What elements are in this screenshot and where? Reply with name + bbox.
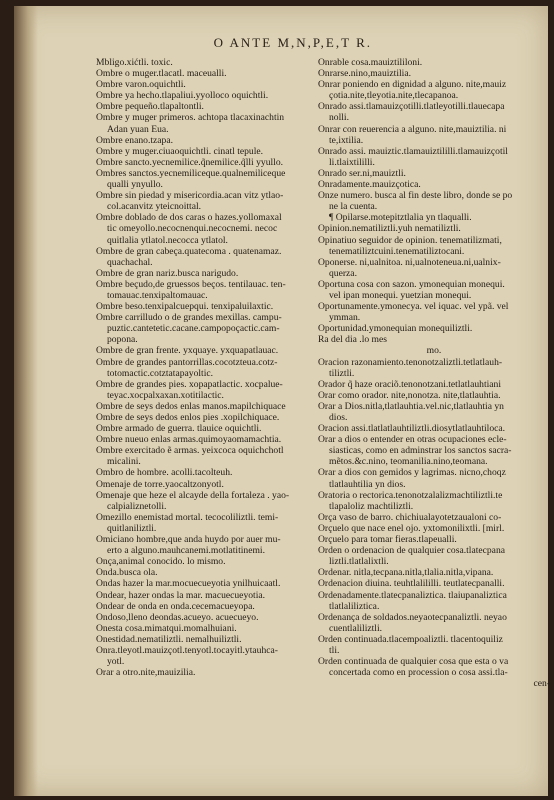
dictionary-line: Oracion razonamiento.tenonotzaliztli.tetlatlauh- <box>318 356 503 368</box>
dictionary-line: Ombre de gran nariz.busca narigudo. <box>96 267 239 279</box>
dictionary-line: Ombre de grandes pies. xopapatlactic. xocpalue- <box>96 378 283 390</box>
dictionary-line: cuentlaliliztli. <box>329 622 383 634</box>
running-head: O ANTE M,N,P,E,T R. <box>213 35 372 50</box>
dictionary-line: quachachal. <box>107 256 153 268</box>
dictionary-line: Ombre beso.tenxipalcuepqui. tenxipaluilaxtic. <box>96 301 274 313</box>
dictionary-line: Ombre pequeño.tlapaltontli. <box>96 101 204 113</box>
dictionary-line: Omezillo enemistad mortal. tecocoliliztli. temi- <box>96 511 279 523</box>
dictionary-line: Orar a otro.nite,mauizilia. <box>96 667 196 679</box>
dictionary-line: Ra del dia .lo mes <box>318 334 388 346</box>
dictionary-line: tlapaloliz machtiliztli. <box>329 500 414 512</box>
dictionary-line: Oracion assi.tlatlatlauhtiliztli.diosytlatlauhtiloca. <box>318 423 506 435</box>
dictionary-line: puztic.cantetetic.cacane.campopoçactic.cam- <box>107 323 280 335</box>
dictionary-line: Ombre beçudo,de gruessos beços. tentilauac. ten- <box>96 278 286 290</box>
dictionary-line: Onrado assi. mauiztic.tlamauiztililli.tlamauizçotil <box>318 145 508 157</box>
dictionary-line: Onda.busca ola. <box>96 567 158 579</box>
dictionary-line: Orar a Dios.nitla,tlatlauhtia.vel.nic,tlatlauhtia yn <box>318 400 504 412</box>
dictionary-line: cen- <box>533 678 550 690</box>
dictionary-line: tlatlauhtilia yn dios. <box>329 478 406 490</box>
dictionary-line: ¶ Opilarse.motepitztlalia yn tlaqualli. <box>329 212 472 224</box>
dictionary-line: Ombre de seys dedos enlas manos.mapilchiquace <box>96 400 286 412</box>
dictionary-line: mẽtos.&c.nino, teomanilia.nino,teomana. <box>329 456 488 468</box>
dictionary-line: Ombre sancto.yecnemilice.q̃nemilice.q̃lli yyullo. <box>96 156 284 168</box>
dictionary-line: micalini. <box>107 456 141 468</box>
dictionary-line: Adan yuan Eua. <box>107 123 169 135</box>
dictionary-line: querza. <box>329 267 357 279</box>
dictionary-line: Ondear de onda en onda.cecemacueyopa. <box>96 600 255 612</box>
dictionary-line: tic omeyollo.necocnenqui.necocnemi. necoc <box>107 223 278 235</box>
dictionary-line: Ombro de hombre. acolli.tacolteuh. <box>96 467 233 479</box>
dictionary-line: Ombre de seys dedos enlos pies .xopilchiquace. <box>96 412 280 423</box>
dictionary-line: teyac.xocpalxaxan.xotitilactic. <box>107 389 224 401</box>
dictionary-line: Ombre ya hecho.tlapaliui.yyolloco oquichtli. <box>96 90 269 102</box>
dictionary-line: çotia.nite,tleyotia.nite,tlecapanoa. <box>329 90 459 102</box>
dictionary-line: Onrar poniendo en dignidad a alguno. nite,mauiz <box>318 79 507 91</box>
dictionary-line: Onrable cosa.mauiztililoni. <box>318 57 423 68</box>
dictionary-line: Ombre doblado de dos caras o hazes.yollomaxal <box>96 212 282 224</box>
dictionary-line: Ordenadamente.tlatecpanaliztica. tlaiupanaliztica <box>318 589 507 601</box>
dictionary-line: Orden o ordenacion de qualquier cosa.tlatecpana <box>318 545 505 557</box>
dictionary-line: Onradamente.mauizçotica. <box>318 179 421 191</box>
dictionary-line: quitlaniliztli. <box>107 522 157 534</box>
right-column <box>318 57 550 689</box>
left-column <box>96 57 318 678</box>
dictionary-line: Orador q̃ haze oraciõ.tenonotzani.tetlatlauhtiani <box>318 378 502 390</box>
dictionary-line: tomauac.tenxipaltomauac. <box>107 289 208 301</box>
dictionary-line: Onrado assi.tlamauizçotilli.tlatleyotilli.tlauecapa <box>318 101 505 113</box>
dictionary-line: Ombre armado de guerra. tlauice oquichtli. <box>96 423 262 435</box>
dictionary-line: Ombre y muger primeros. achtopa tlacaxinachtin <box>96 112 285 124</box>
dictionary-line: Ordenar. nitla,tecpana.nitla,tlalia.nitla,vipana. <box>318 567 494 579</box>
dictionary-line: Oportunamente.ymonecya. vel iquac. vel ypã. vel <box>318 301 509 313</box>
dictionary-line: ymman. <box>329 312 361 324</box>
dictionary-line: popona. <box>107 334 138 346</box>
dictionary-line: Orden continuada de qualquier cosa que esta o va <box>318 656 509 668</box>
dictionary-line: Omenaje de torre.yaocaltzonyotl. <box>96 478 224 490</box>
dictionary-line: Ondoso,lleno deondas.acueyo. acuecueyo. <box>96 611 259 623</box>
dictionary-line: Ombre de gran frente. yxquaye. yxquapatlauac. <box>96 345 279 357</box>
dictionary-line: Oponerse. ni,ualnitoa. ni,ualnoteneua.ni,ualnix- <box>318 256 501 268</box>
dictionary-line: Onrar con reuerencia a alguno. nite,mauiztilia. ni <box>318 123 507 135</box>
page-gutter <box>14 6 38 796</box>
dictionary-line: Orden continuada.tlacempoaliztli. tlacentoquiliz <box>318 633 503 645</box>
dictionary-line: Oportunidad.ymonequian monequiliztli. <box>318 323 473 335</box>
dictionary-line: ne la cuenta. <box>329 201 378 213</box>
dictionary-line: col.acanvitz yteicnoittal. <box>107 201 202 213</box>
dictionary-line: Ondas hazer la mar.mocuecueyotia ynilhuicaatl. <box>96 578 281 590</box>
dictionary-line: Orçuelo para tomar fieras.tlapeualli. <box>318 534 457 546</box>
dictionary-line: Ombre de grandes pantorrillas.cocotzteua.cotz- <box>96 356 278 368</box>
dictionary-line: Ordenança de soldados.neyaotecpanaliztli. neyao <box>318 611 507 623</box>
dictionary-line: Ombre nueuo enlas armas.quimoyaomamachtia. <box>96 434 282 446</box>
dictionary-line: Orar como orador. nite,nonotza. nite,tlatlauhtia. <box>318 389 501 401</box>
dictionary-line: Orçuelo que nace enel ojo. yxtomonilixtli. [mirl. <box>318 522 505 534</box>
dictionary-line: Mbligo.xićtli. toxic. <box>96 57 173 68</box>
dictionary-line: Onra.tleyotl.mauizçotl.tenyotl.tocayitl.ytauhca- <box>96 644 278 656</box>
dictionary-line: Onestidad.nematiliztli. nemalhuiliztli. <box>96 633 242 645</box>
book-page <box>14 6 548 796</box>
dictionary-line: yotl. <box>107 656 125 668</box>
dictionary-line: tiliztli. <box>329 367 355 379</box>
dictionary-line: Onze numero. busca al fin deste libro, donde se po <box>318 190 513 202</box>
dictionary-line: quitlalia ytlatol.necocca ytlatol. <box>107 234 228 246</box>
dictionary-line: Oratoria o rectorica.tenonotzalalizmachtiliztli.te <box>318 489 503 501</box>
dictionary-line: erto a alguno.mauhcanemi.motlatitinemi. <box>107 545 265 557</box>
dictionary-line: Opinion.nematiliztli.yuh nematiliztli. <box>318 223 461 235</box>
dictionary-line: totomactic.cotztatapayoltic. <box>107 367 214 379</box>
dictionary-line: Omiciano hombre,que anda huydo por auer mu- <box>96 534 281 546</box>
dictionary-line: concertada como en procession o cosa assi.tla- <box>329 667 508 679</box>
dictionary-line: tli. <box>329 644 340 656</box>
dictionary-line: Ordenacion diuina. teuhtlalililli. teutlatecpanalli. <box>318 578 505 590</box>
dictionary-line: Omenaje que heze el alcayde della fortaleza . yao- <box>96 489 290 501</box>
dictionary-line: qualli ynyullo. <box>107 179 163 191</box>
dictionary-line: nolli. <box>329 112 349 124</box>
dictionary-line: Opinatiuo seguidor de opinion. tenematilizmati, <box>318 234 502 246</box>
dictionary-line: calpializnetolli. <box>107 500 167 512</box>
dictionary-line: Ondear, hazer ondas la mar. macuecueyotia. <box>96 589 266 601</box>
dictionary-line: Onesta cosa.mimatqui.momalhuiani. <box>96 622 237 634</box>
dictionary-line: Onrarse.nino,mauiztilia. <box>318 68 411 80</box>
dictionary-line: Ombre carrilludo o de grandes mexillas. campu- <box>96 312 282 324</box>
dictionary-line: Ombres sanctos.yecnemiliceque.qualnemiliceque <box>96 167 286 179</box>
dictionary-line: Onça,animal conocido. lo mismo. <box>96 556 226 568</box>
dictionary-line: Ombre sin piedad y misericordia.acan vitz ytlao- <box>96 190 284 202</box>
dictionary-line: liztli.tlatlalixtli. <box>329 556 389 568</box>
dictionary-line: vel ipan monequi. yuetzian monequi. <box>329 289 472 301</box>
dictionary-line: Onrado ser.ni,mauiztli. <box>318 167 406 179</box>
dictionary-line: Orça vaso de barro. chichiualayotetzaualoni co- <box>318 511 502 523</box>
dictionary-line: Ombre enano.tzapa. <box>96 134 173 146</box>
dictionary-line: dios. <box>329 412 348 423</box>
dictionary-line: tlatlaliliztica. <box>329 600 380 612</box>
dictionary-line: te,ixtilia. <box>329 134 364 146</box>
dictionary-line: Ombre de gran cabeça.quatecoma . quatenamaz. <box>96 245 282 257</box>
dictionary-line: Ombre varon.oquichtli. <box>96 79 186 91</box>
dictionary-line: Ombre y muger.ciuaoquichtli. cinatl tepule. <box>96 145 264 157</box>
dictionary-line: Orar a dios con gemidos y lagrimas. nicno,choqz <box>318 467 506 479</box>
dictionary-line: siasticas, como en adminstrar los sanctos sacra- <box>329 445 512 457</box>
dictionary-line: tenematiliztcuini.tenematiliztocani. <box>329 245 465 257</box>
dictionary-line: Ombre o muger.tlacatl. maceualli. <box>96 68 227 80</box>
dictionary-line: Ombre exercitado ẽ armas. yeixcoca oquichchotl <box>96 445 284 457</box>
dictionary-line: li.tlaixtililli. <box>329 156 375 168</box>
dictionary-line: Oportuna cosa con sazon. ymonequian monequi. <box>318 278 505 290</box>
dictionary-line: Orar a dios o entender en otras ocupaciones ecle- <box>318 434 507 446</box>
dictionary-line: mo. <box>426 345 442 357</box>
